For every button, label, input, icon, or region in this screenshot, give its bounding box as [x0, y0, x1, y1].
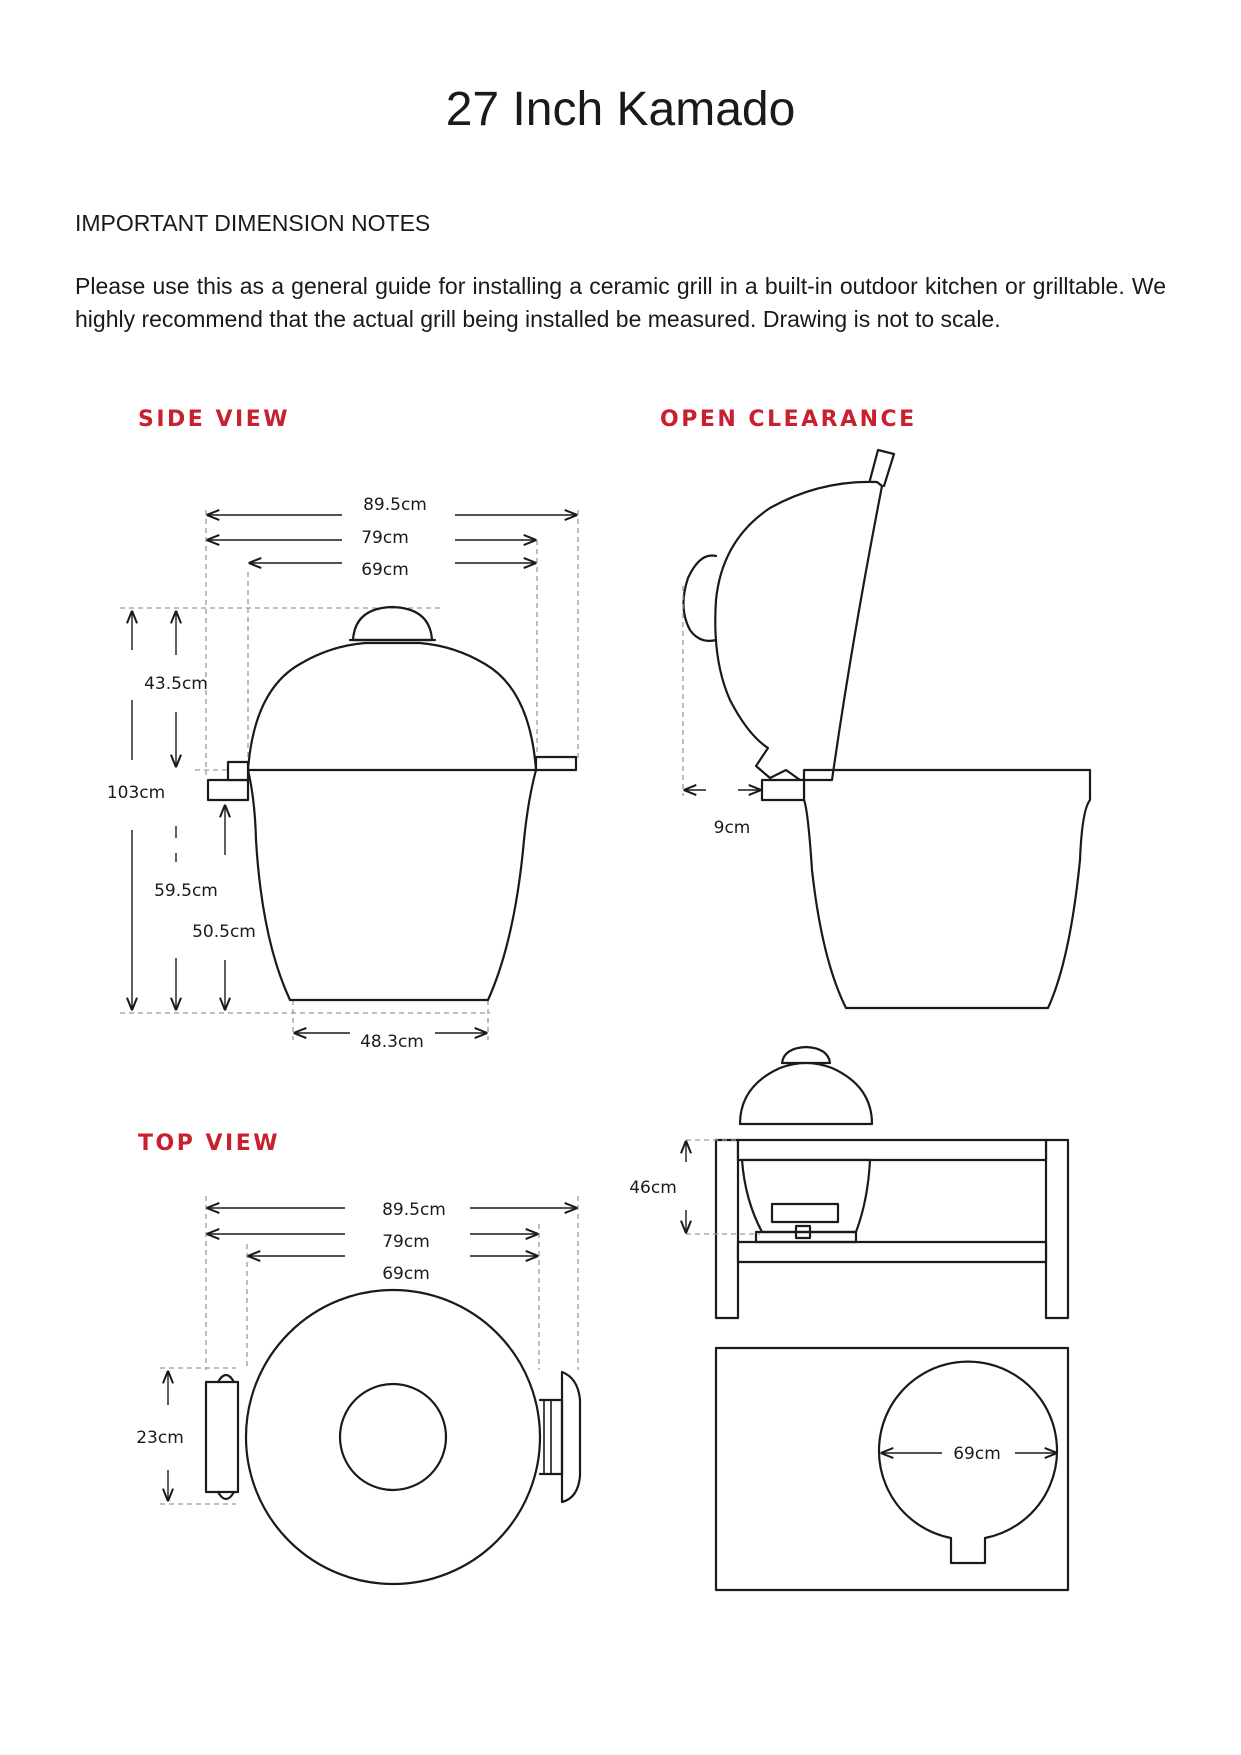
open-clearance-grill-outline — [683, 450, 1090, 1008]
top-dim-hinge-depth: 23cm — [136, 1428, 184, 1448]
side-dim-foot-width: 48.3cm — [360, 1032, 424, 1052]
table-dim-drop-height: 46cm — [629, 1178, 677, 1198]
side-dim-body-width: 79cm — [361, 528, 409, 548]
top-view-grill-outline — [206, 1290, 580, 1584]
side-dim-overall-width: 89.5cm — [363, 495, 427, 515]
side-view-grill-outline — [208, 607, 576, 1000]
side-dim-base-height: 50.5cm — [192, 922, 256, 942]
side-view-diagram — [107, 407, 578, 1052]
top-view-diagram — [136, 1131, 580, 1584]
open-clearance-label: OPEN CLEARANCE — [660, 407, 917, 432]
top-dim-body-width: 79cm — [382, 1232, 430, 1252]
page-title: 27 Inch Kamado — [445, 83, 796, 136]
table-top-cutout — [716, 1348, 1068, 1590]
table-with-grill — [716, 1047, 1068, 1318]
side-view-guides — [120, 510, 578, 1040]
notes-body: Please use this as a general guide for installing a ceramic grill in a built-in outdoor kitchen or grilltable. We highly recommend that the actual grill being installed be measured. Drawing is not to scale. — [75, 273, 1166, 332]
top-view-label: TOP VIEW — [138, 1131, 280, 1156]
side-dim-hinge-height: 59.5cm — [154, 881, 218, 901]
notes-heading: IMPORTANT DIMENSION NOTES — [75, 210, 431, 236]
table-install-diagram — [629, 1047, 1068, 1590]
side-view-label: SIDE VIEW — [138, 407, 290, 432]
side-dim-dome-width: 69cm — [361, 560, 409, 580]
open-clearance-diagram — [660, 407, 1090, 1008]
open-dim-rear-clearance: 9cm — [713, 818, 751, 838]
side-view-width-arrows — [208, 515, 576, 1033]
table-dim-cutout-diameter: 69cm — [953, 1444, 1001, 1464]
side-view-height-arrows — [132, 612, 225, 1009]
top-dim-overall-width: 89.5cm — [382, 1200, 446, 1220]
side-dim-total-height: 103cm — [106, 783, 166, 803]
side-dim-dome-height: 43.5cm — [144, 674, 208, 694]
top-dim-dome-width: 69cm — [382, 1264, 430, 1284]
